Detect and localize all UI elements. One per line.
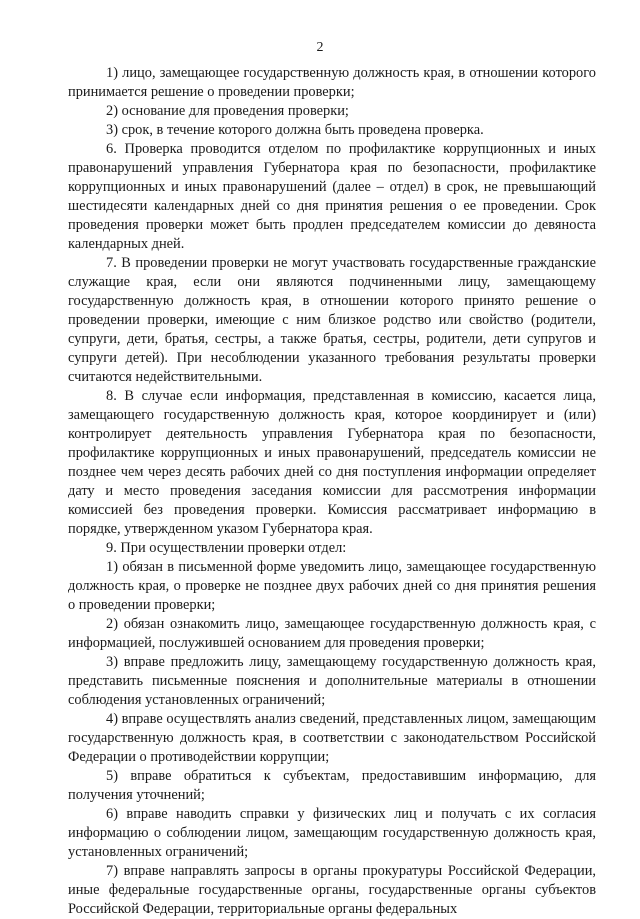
paragraph-subitem-6: 6) вправе наводить справки у физических лиц и получать с их согласия информацию о соблюдении лицом, замещающим государственную должность края, установленных ограничений; [68,806,596,860]
paragraph-subitem-7: 7) вправе направлять запросы в органы прокуратуры Российской Федерации, иные федеральные государственные органы, государственные органы субъектов Российской Федерации, территориальные органы федеральных [68,863,596,917]
paragraph-item-1: 1) лицо, замещающее государственную должность края, в отношении которого принимается решение о проведении проверки; [68,65,596,100]
paragraph-section-6: 6. Проверка проводится отделом по профилактике коррупционных и иных правонарушений управления Губернатора края по безопасности, профилактике коррупционных и иных правонарушений (далее – отдел) в срок, не превышающий шестидесяти календарных дней со дня принятия решения о ее проведении. Срок проведения проверки может быть продлен председателем комиссии до девяноста календарных дней. [68,141,596,252]
paragraph-subitem-1: 1) обязан в письменной форме уведомить лицо, замещающее государственную должность края, о проверке не позднее двух рабочих дней со дня принятия решения о проведении проверки; [68,559,596,613]
paragraph-section-7: 7. В проведении проверки не могут участвовать государственные гражданские служащие края, если они являются подчиненными лицу, замещающему государственную должность края, в отношении которого принято решение о проведении проверки, имеющие с ним близкое родство или свойство (родители, супруги, дети, братья, сестры, а также братья, сестры, родители, дети супругов и супруги детей). При несоблюдении указанного требования результаты проверки считаются недействительными. [68,255,596,385]
document-body [68,64,596,919]
page-number: 2 [316,40,324,55]
paragraph-subitem-2: 2) обязан ознакомить лицо, замещающее государственную должность края, с информацией, послужившей основанием для проведения проверки; [68,616,596,651]
paragraph-section-8: 8. В случае если информация, представленная в комиссию, касается лица, замещающего государственную должность края, которое координирует и (или) контролирует деятельность управления Губернатора края по безопасности, профилактике коррупционных и иных правонарушений, председатель комиссии не позднее чем через десять рабочих дней со дня поступления информации определяет дату и место проведения заседания комиссии для рассмотрения информации комиссией без проведения проверки. Комиссия рассматривает информацию в порядке, утвержденном указом Губернатора края. [68,388,596,537]
paragraph-item-2: 2) основание для проведения проверки; [106,103,349,119]
paragraph-item-3: 3) срок, в течение которого должна быть проведена проверка. [106,122,484,138]
paragraph-subitem-3: 3) вправе предложить лицу, замещающему государственную должность края, представить письменные пояснения и дополнительные материалы в отношении соблюдения установленных ограничений; [68,654,596,708]
paragraph-section-9: 9. При осуществлении проверки отдел: [106,540,347,556]
paragraph-subitem-4: 4) вправе осуществлять анализ сведений, представленных лицом, замещающим государственную должность края, в соответствии с законодательством Российской Федерации о противодействии коррупции; [68,711,596,765]
paragraph-subitem-5: 5) вправе обратиться к субъектам, предоставившим информацию, для получения уточнений; [68,768,596,803]
